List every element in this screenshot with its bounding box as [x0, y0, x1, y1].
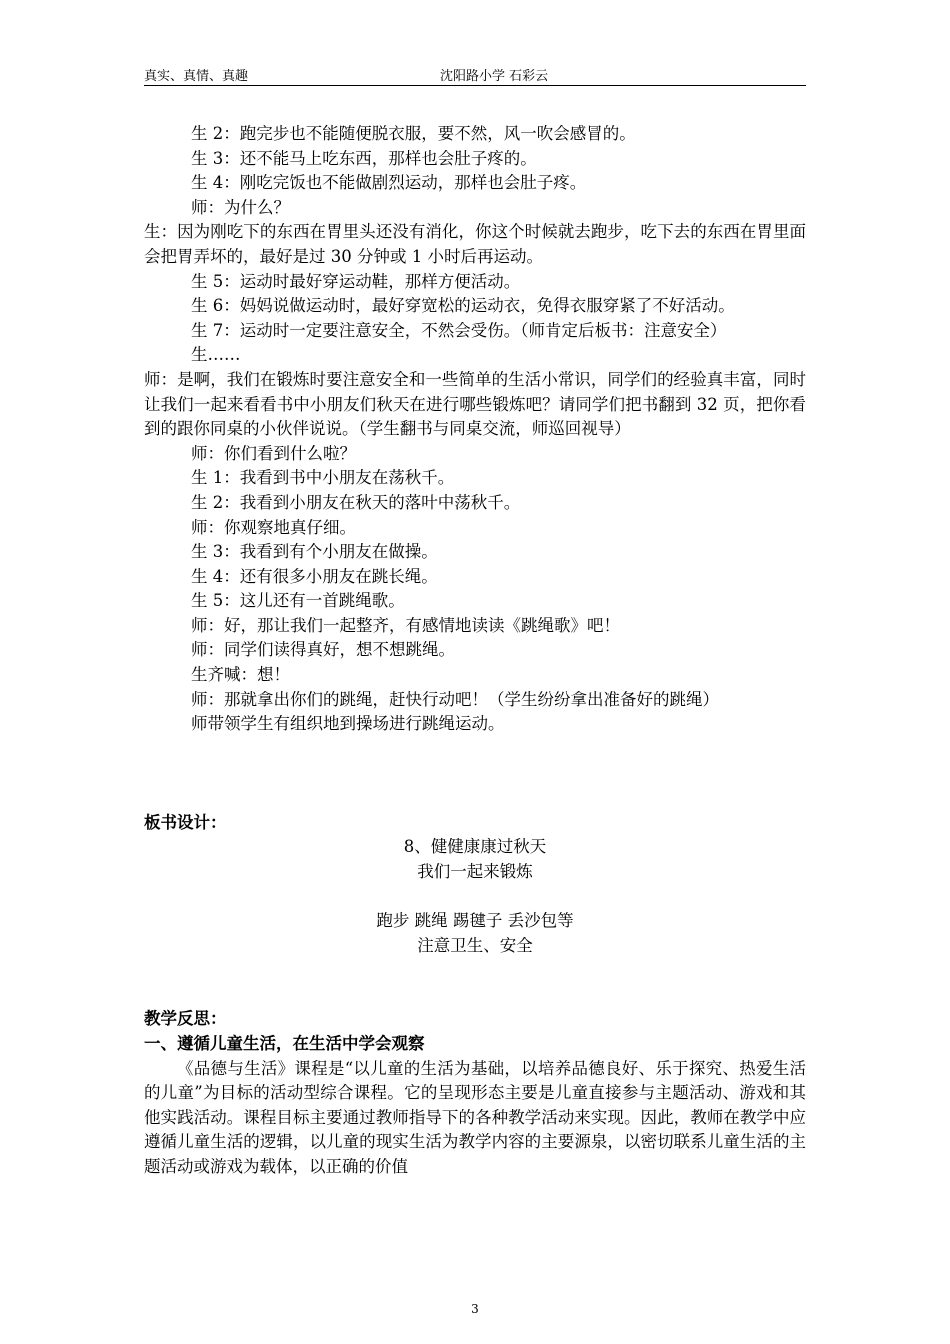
dialogue-line: 师：是啊，我们在锻炼时要注意安全和一些简单的生活小常识，同学们的经验真丰富，同时让我们一起来看看书中小朋友们秋天在进行哪些锻炼吧？请同学们把书翻到 32 页，把你看到的跟你同桌的小伙伴说说。（学生翻书与同桌交流，师巡回视导） [144, 369, 806, 439]
dialogue-line: 师带领学生有组织地到操场进行跳绳运动。 [191, 714, 505, 734]
reflection-subheading: 一、遵循儿童生活，在生活中学会观察 [144, 1034, 425, 1053]
board-line-activities: 跑步 跳绳 踢毽子 丢沙包等 [376, 911, 574, 931]
dialogue-line: 生 2：跑完步也不能随便脱衣服，要不然，风一吹会感冒的。 [191, 124, 636, 143]
header-left-text: 真实、真情、真趣 [144, 69, 249, 84]
dialogue-line: 生 4：刚吃完饭也不能做剧烈运动，那样也会肚子疼。 [191, 173, 587, 193]
reflection-paragraph: 《品德与生活》课程是“以儿童的生活为基础，以培养品德良好、乐于探究、热爱生活的儿童”为目标的活动型综合课程。它的呈现形态主要是儿童直接参与主题活动、游戏和其他实践活动。课程目标主要通过教师指导下的各种教学活动来实现。因此，教师在教学中应遵循儿童生活的逻辑，以儿童的现实生活为教学内容的主要源泉，以密切联系儿童生活的主题活动或游戏为载体，以正确的价值 [144, 1058, 806, 1176]
dialogue-line: 师：那就拿出你们的跳绳，赶快行动吧！（学生纷纷拿出准备好的跳绳） [191, 689, 719, 709]
dialogue-line: 师：你们看到什么啦？ [191, 443, 356, 463]
dialogue-line: 生齐喊：想！ [191, 665, 290, 685]
dialogue-line: 生 7：运动时一定要注意安全，不然会受伤。（师肯定后板书：注意安全） [191, 320, 727, 340]
page-number: 3 [471, 1302, 479, 1316]
spacer [144, 958, 806, 1007]
dialogue-line: 生：因为刚吃下的东西在胃里头还没有消化，你这个时候就去跑步，吃下去的东西在胃里面会把胃弄坏的，最好是过 30 分钟或 1 小时后再运动。 [144, 222, 806, 266]
dialogue-line: 师：你观察地真仔细。 [191, 517, 356, 537]
dialogue-line: 师：同学们读得真好，想不想跳绳。 [191, 640, 455, 660]
spacer [144, 885, 806, 910]
dialogue-line: 生 3：我看到有个小朋友在做操。 [191, 542, 438, 562]
dialogue-line: 生 5：运动时最好穿运动鞋，那样方便活动。 [191, 271, 521, 291]
board-line-subtitle: 我们一起来锻炼 [417, 862, 533, 882]
dialogue-line: 师：为什么？ [191, 197, 290, 217]
page-header [144, 69, 806, 86]
dialogue-line: 生 4：还有很多小朋友在跳长绳。 [191, 566, 438, 586]
board-line-safety: 注意卫生、安全 [417, 935, 533, 955]
document-body [144, 122, 806, 1180]
dialogue-line: 生 1：我看到书中小朋友在荡秋千。 [191, 468, 455, 488]
board-line-title: 8、健健康康过秋天 [403, 837, 547, 857]
dialogue-line: 生 5：这儿还有一首跳绳歌。 [191, 591, 405, 611]
dialogue-line: 生 6：妈妈说做运动时，最好穿宽松的运动衣，免得衣服穿紧了不好活动。 [191, 296, 735, 316]
dialogue-line: 生 3：还不能马上吃东西，那样也会肚子疼的。 [191, 148, 537, 168]
board-design-heading: 板书设计： [144, 812, 227, 832]
dialogue-line: 生 2：我看到小朋友在秋天的落叶中荡秋千。 [191, 492, 521, 512]
dialogue-line: 师：好，那让我们一起整齐，有感情地读读《跳绳歌》吧！ [191, 615, 620, 635]
reflection-heading: 教学反思： [144, 1009, 227, 1029]
header-center-text: 沈阳路小学 石彩云 [440, 69, 549, 84]
spacer [144, 737, 806, 811]
dialogue-line: 生…… [191, 345, 241, 365]
